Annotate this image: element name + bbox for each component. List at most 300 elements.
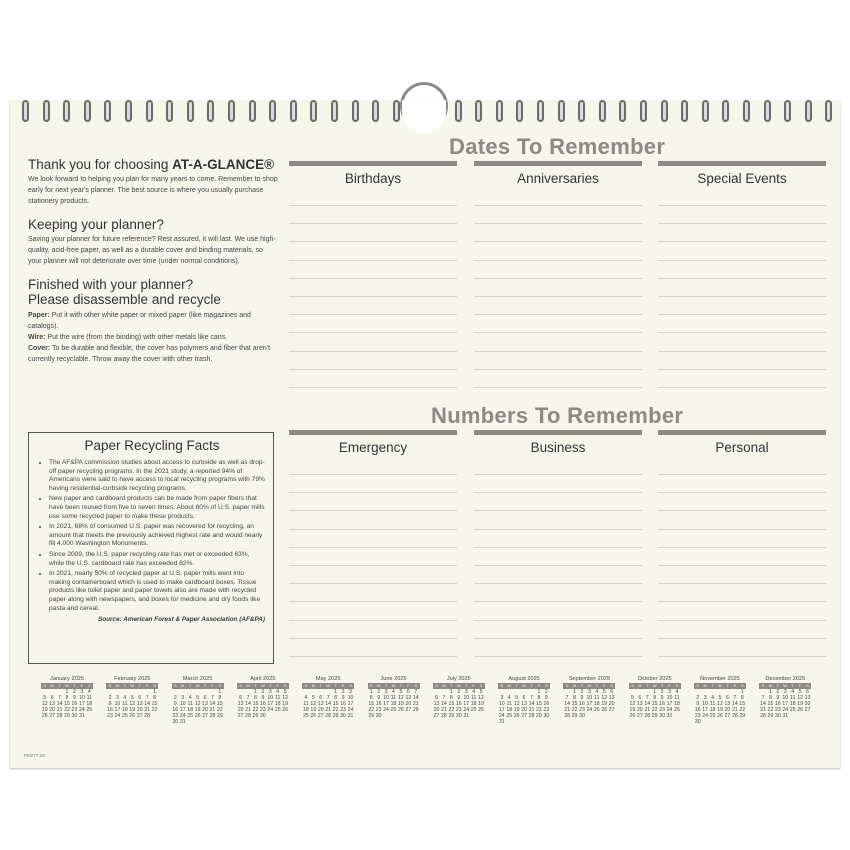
- mini-calendar-title: November 2025: [700, 676, 740, 682]
- day-number: 19: [513, 707, 520, 713]
- day-number: 18: [274, 701, 281, 707]
- day-number: 2: [377, 689, 381, 695]
- day-number: 26: [601, 707, 608, 713]
- day-number: 9: [544, 695, 548, 701]
- day-number: 12: [601, 695, 608, 701]
- day-number: 2: [544, 689, 548, 695]
- day-number: 9: [108, 701, 112, 707]
- weekday-letter: S: [414, 683, 418, 688]
- weekday-letter: T: [188, 683, 192, 688]
- weekday-letter: M: [50, 683, 54, 688]
- day-number: 29: [64, 713, 70, 719]
- day-number: 14: [731, 701, 738, 707]
- weekday-letter: F: [341, 683, 345, 688]
- weekday-letter: F: [603, 683, 606, 688]
- day-number: 2: [72, 689, 76, 695]
- spiral-binding: [22, 100, 832, 128]
- weekday-letter: F: [798, 683, 802, 688]
- writing-line: [289, 656, 457, 657]
- day-number: 15: [767, 701, 774, 707]
- day-number: 24: [586, 707, 593, 713]
- column-bar: [658, 430, 826, 435]
- day-number: 17: [666, 701, 673, 707]
- day-number: 23: [774, 707, 781, 713]
- day-number: 13: [317, 701, 324, 707]
- day-number: 12: [194, 701, 201, 707]
- day-number: 29: [368, 713, 375, 719]
- spiral-coil: [125, 100, 132, 122]
- day-number: 9: [776, 695, 780, 701]
- writing-line: [289, 369, 457, 370]
- day-number: 27: [317, 713, 324, 719]
- weekday-letter: T: [203, 683, 207, 688]
- day-number: 15: [739, 701, 746, 707]
- weekday-letter: S: [369, 683, 373, 688]
- day-number: 9: [173, 701, 177, 707]
- spiral-coil: [516, 100, 523, 122]
- day-number: 23: [579, 707, 585, 713]
- day-number: 18: [593, 701, 600, 707]
- day-number: 20: [237, 707, 244, 713]
- writing-line: [474, 492, 642, 493]
- day-grid: [237, 689, 289, 719]
- writing-line: [289, 529, 457, 530]
- day-number: 14: [325, 701, 332, 707]
- fact-item: • In 2021, 68% of consumed U.S. paper was recovered for recycling, an amount that meets the previously achieved highest rate and would nearly fill 4,000 Washington Monuments.: [49, 523, 265, 549]
- day-number: 6: [50, 695, 54, 701]
- day-number: 29: [571, 713, 578, 719]
- facts-source: Source: American Forest & Paper Association (AF&PA): [97, 616, 265, 624]
- day-number: 5: [798, 689, 802, 695]
- day-number: 1: [65, 689, 69, 695]
- day-number: 1: [653, 689, 657, 695]
- weekday-letter: F: [80, 683, 84, 688]
- day-number: 2: [261, 689, 265, 695]
- spiral-coil: [805, 100, 812, 122]
- day-number: 7: [530, 695, 533, 701]
- writing-line: [474, 510, 642, 511]
- day-number: 24: [114, 713, 121, 719]
- day-number: 3: [587, 689, 591, 695]
- day-number: 11: [506, 701, 512, 707]
- weekday-letter: W: [195, 683, 200, 688]
- writing-line: [474, 583, 642, 584]
- day-number: 28: [564, 713, 570, 719]
- day-number: 6: [406, 689, 410, 695]
- writing-line: [474, 351, 642, 352]
- spiral-coil: [290, 100, 297, 122]
- day-number: 3: [668, 689, 671, 695]
- writing-line: [474, 278, 642, 279]
- day-number: 10: [114, 701, 121, 707]
- day-number: 6: [319, 695, 323, 701]
- day-number: 29: [739, 713, 746, 719]
- writing-line: [474, 656, 642, 657]
- day-number: 18: [390, 701, 397, 707]
- day-number: 1: [768, 689, 772, 695]
- numbers-title: Numbers To Remember: [431, 403, 684, 428]
- day-number: 10: [586, 695, 593, 701]
- day-number: 10: [666, 695, 673, 701]
- day-number: 10: [383, 695, 389, 701]
- day-number: 31: [463, 713, 470, 719]
- day-number: 12: [310, 701, 317, 707]
- day-number: 1: [537, 689, 541, 695]
- day-number: 1: [218, 689, 222, 695]
- day-number: 21: [644, 707, 651, 713]
- day-number: 30: [71, 713, 78, 719]
- spiral-coil: [104, 100, 111, 122]
- day-number: 12: [629, 701, 636, 707]
- day-number: 23: [340, 707, 346, 713]
- day-number: 29: [651, 713, 658, 719]
- spiral-coil: [393, 100, 400, 122]
- mini-calendar-title: January 2025: [50, 676, 84, 682]
- writing-line: [658, 492, 826, 493]
- writing-line: [658, 474, 826, 475]
- day-number: 23: [375, 707, 382, 713]
- day-number: 8: [449, 695, 453, 701]
- day-number: 16: [107, 707, 113, 713]
- writing-line: [289, 332, 457, 333]
- day-number: 7: [211, 695, 214, 701]
- weekday-letter: T: [138, 683, 141, 688]
- writing-line: [658, 529, 826, 530]
- day-number: 7: [442, 695, 446, 701]
- weekday-letter: S: [479, 683, 483, 688]
- day-number: 11: [275, 695, 281, 701]
- writing-line: [474, 296, 642, 297]
- fact-item: • The AF&PA commission studies about access to curbside as well as drop-off paper recycling programs. In the 2021 study, a reported 94% of Americans were said to have access to local recycling programs with 79% having residential-curbside recycling programs.: [49, 459, 265, 493]
- day-number: 3: [703, 695, 707, 701]
- weekday-letter: S: [218, 683, 222, 688]
- day-number: 15: [571, 701, 578, 707]
- weekday-letter: T: [319, 683, 322, 688]
- day-number: 29: [536, 713, 542, 719]
- day-number: 21: [209, 707, 216, 713]
- day-number: 14: [564, 701, 570, 707]
- day-grid: [694, 689, 746, 725]
- spiral-coil: [784, 100, 791, 122]
- day-number: 24: [383, 707, 389, 713]
- day-number: 11: [790, 695, 796, 701]
- day-number: 3: [384, 689, 388, 695]
- day-number: 2: [580, 689, 584, 695]
- day-number: 24: [267, 707, 274, 713]
- keep-heading: Keeping your planner?: [28, 217, 164, 232]
- writing-line: [289, 223, 457, 224]
- day-number: 8: [153, 695, 157, 701]
- day-number: 7: [761, 695, 765, 701]
- day-number: 16: [455, 701, 462, 707]
- day-number: 6: [138, 695, 142, 701]
- mini-calendar-title: September 2025: [568, 676, 611, 682]
- day-number: 5: [196, 695, 200, 701]
- weekday-letter: M: [638, 683, 642, 688]
- writing-line: [658, 547, 826, 548]
- mini-calendar-title: December 2025: [765, 676, 806, 682]
- spiral-coil: [187, 100, 194, 122]
- day-number: 16: [579, 701, 585, 707]
- writing-line: [658, 565, 826, 566]
- day-number: 16: [375, 701, 382, 707]
- day-number: 13: [804, 695, 811, 701]
- weekday-letter: T: [580, 683, 584, 688]
- day-number: 9: [457, 695, 461, 701]
- writing-line: [289, 583, 457, 584]
- day-number: 19: [797, 701, 804, 707]
- weekday-letter: F: [472, 683, 475, 688]
- day-number: 22: [739, 707, 746, 713]
- day-number: 21: [528, 707, 535, 713]
- weekday-letter: M: [768, 683, 773, 688]
- day-number: 26: [478, 707, 484, 713]
- day-number: 6: [522, 695, 526, 701]
- spiral-coil: [537, 100, 544, 122]
- day-grid: [563, 689, 615, 719]
- day-number: 27: [608, 707, 615, 713]
- writing-line: [474, 314, 642, 315]
- day-grid: [498, 689, 550, 725]
- weekday-letter: S: [675, 683, 679, 688]
- fact-item: • In 2021, nearly 50% of recycled paper at U.S. paper mills went into making containerboard which is used to make cardboard boxes. Tissue products like toilet paper and paper towels also are made with recycled paper along with newspapers, and boxes for medicine and dry foods like pasta and cereal.: [49, 570, 265, 613]
- day-number: 14: [209, 701, 216, 707]
- day-number: 12: [282, 695, 289, 701]
- day-number: 12: [478, 695, 484, 701]
- day-number: 20: [317, 707, 324, 713]
- weekday-letter: S: [761, 683, 765, 688]
- writing-line: [289, 510, 457, 511]
- column-bar: [658, 161, 826, 166]
- weekday-letter: T: [464, 683, 468, 688]
- day-number: 9: [72, 695, 76, 701]
- weekday-letter: F: [537, 683, 541, 688]
- day-number: 13: [202, 701, 208, 707]
- writing-line: [289, 638, 457, 639]
- day-number: 13: [433, 701, 440, 707]
- writing-line: [658, 351, 826, 352]
- weekday-letter: S: [500, 683, 504, 688]
- day-number: 8: [768, 695, 772, 701]
- day-number: 13: [405, 695, 412, 701]
- day-number: 28: [760, 713, 766, 719]
- day-number: 17: [347, 701, 354, 707]
- spiral-coil: [681, 100, 688, 122]
- day-number: 21: [325, 707, 332, 713]
- weekday-letter: M: [703, 683, 707, 688]
- day-number: 22: [332, 707, 339, 713]
- day-number: 30: [259, 713, 266, 719]
- paper-label: Paper:: [28, 312, 50, 319]
- weekday-letter: T: [334, 683, 337, 688]
- mini-calendar: [41, 676, 93, 719]
- special-events-column: [658, 161, 826, 393]
- writing-line: [289, 351, 457, 352]
- weekday-letter: F: [211, 683, 214, 688]
- day-number: 25: [674, 707, 680, 713]
- writing-line: [658, 656, 826, 657]
- day-number: 19: [129, 707, 136, 713]
- spiral-coil: [43, 100, 50, 122]
- mini-calendar: [563, 676, 615, 719]
- day-number: 23: [659, 707, 665, 713]
- day-number: 26: [513, 713, 520, 719]
- spiral-coil: [619, 100, 626, 122]
- day-number: 28: [209, 713, 216, 719]
- writing-line: [658, 638, 826, 639]
- weekday-letter: M: [376, 683, 381, 688]
- day-number: 4: [791, 689, 795, 695]
- day-number: 17: [586, 701, 593, 707]
- weekday-letter: M: [442, 683, 446, 688]
- mini-calendar-title: March 2025: [182, 676, 213, 682]
- day-number: 5: [630, 695, 634, 701]
- day-number: 6: [806, 689, 810, 695]
- weekday-letter: S: [565, 683, 569, 688]
- day-number: 26: [194, 713, 201, 719]
- day-number: 25: [121, 713, 128, 719]
- day-grid: [302, 689, 354, 719]
- day-number: 12: [398, 695, 404, 701]
- day-number: 31: [179, 719, 186, 725]
- day-number: 2: [776, 689, 780, 695]
- weekday-letter: F: [145, 683, 149, 688]
- cover-text: To be durable and flexible, the cover has polymers and fiber that aren't currently recyclable. Throw away the cover with other trash.: [28, 345, 271, 363]
- mini-calendar-title: August 2025: [508, 676, 540, 682]
- weekday-letter: T: [660, 683, 664, 688]
- day-number: 28: [412, 707, 419, 713]
- day-grid: [629, 689, 681, 719]
- writing-line: [658, 510, 826, 511]
- spiral-coil: [166, 100, 173, 122]
- spiral-coil: [63, 100, 70, 122]
- day-number: 4: [188, 695, 192, 701]
- day-number: 10: [702, 701, 709, 707]
- day-number: 12: [41, 701, 48, 707]
- day-number: 15: [448, 701, 455, 707]
- day-number: 14: [56, 701, 63, 707]
- writing-line: [474, 205, 642, 206]
- day-number: 7: [565, 695, 569, 701]
- spiral-coil: [331, 100, 338, 122]
- day-number: 6: [435, 695, 438, 701]
- weekday-letter: F: [276, 683, 279, 688]
- day-number: 23: [694, 713, 701, 719]
- day-number: 18: [709, 707, 716, 713]
- day-number: 16: [774, 701, 781, 707]
- facts-title: Paper Recycling Facts: [84, 438, 220, 453]
- spiral-coil: [599, 100, 606, 122]
- day-number: 27: [136, 713, 143, 719]
- mini-calendar-title: May 2025: [315, 676, 341, 682]
- day-number: 7: [58, 695, 61, 701]
- day-number: 4: [123, 695, 127, 701]
- day-number: 20: [724, 707, 731, 713]
- day-number: 26: [797, 707, 804, 713]
- day-number: 4: [276, 689, 280, 695]
- day-number: 9: [580, 695, 584, 701]
- thank-heading: [28, 157, 278, 172]
- day-number: 1: [153, 689, 157, 695]
- day-number: 30: [375, 713, 382, 719]
- weekday-letter: T: [776, 683, 780, 688]
- weekday-letter: S: [740, 683, 744, 688]
- day-number: 7: [326, 695, 330, 701]
- day-number: 26: [629, 713, 636, 719]
- writing-line: [289, 565, 457, 566]
- day-number: 25: [86, 707, 93, 713]
- writing-line: [474, 565, 642, 566]
- spiral-coil: [207, 100, 214, 122]
- day-number: 30: [543, 713, 550, 719]
- day-number: 28: [325, 713, 332, 719]
- day-number: 23: [71, 707, 78, 713]
- day-grid: [759, 689, 811, 719]
- day-number: 18: [674, 701, 680, 707]
- day-number: 8: [334, 695, 338, 701]
- spiral-coil: [825, 100, 832, 122]
- mini-calendar: [368, 676, 420, 719]
- weekday-letter: S: [153, 683, 156, 688]
- day-number: 28: [528, 713, 535, 719]
- day-number: 26: [41, 713, 48, 719]
- day-number: 19: [41, 707, 48, 713]
- day-number: 25: [789, 707, 796, 713]
- day-number: 16: [659, 701, 665, 707]
- day-number: 15: [64, 701, 70, 707]
- day-number: 9: [696, 701, 700, 707]
- day-number: 13: [608, 695, 615, 701]
- day-number: 7: [733, 695, 737, 701]
- day-number: 15: [216, 701, 223, 707]
- day-number: 10: [78, 695, 85, 701]
- day-number: 19: [478, 701, 484, 707]
- spiral-coil: [269, 100, 276, 122]
- day-number: 1: [449, 689, 453, 695]
- day-number: 21: [760, 707, 766, 713]
- weekday-letter: T: [399, 683, 403, 688]
- writing-line: [474, 223, 642, 224]
- day-number: 5: [43, 695, 47, 701]
- writing-line: [289, 205, 457, 206]
- dates-title: Dates To Remember: [449, 134, 666, 159]
- writing-line: [474, 369, 642, 370]
- day-number: 23: [543, 707, 550, 713]
- birthdays-column: [289, 161, 457, 393]
- weekday-letter: F: [668, 683, 671, 688]
- day-number: 27: [202, 713, 208, 719]
- day-number: 27: [405, 707, 412, 713]
- day-number: 3: [80, 689, 84, 695]
- day-number: 16: [71, 701, 78, 707]
- day-number: 7: [246, 695, 250, 701]
- day-number: 6: [203, 695, 207, 701]
- day-number: 10: [498, 701, 505, 707]
- day-number: 1: [254, 689, 257, 695]
- weekday-letter: T: [58, 683, 61, 688]
- day-number: 18: [86, 701, 93, 707]
- day-number: 25: [470, 707, 477, 713]
- writing-line: [658, 223, 826, 224]
- writing-line: [474, 620, 642, 621]
- day-number: 22: [216, 707, 223, 713]
- day-number: 3: [115, 695, 119, 701]
- day-number: 20: [608, 701, 615, 707]
- day-number: 14: [644, 701, 651, 707]
- day-number: 27: [636, 713, 643, 719]
- day-number: 15: [332, 701, 339, 707]
- day-number: 14: [245, 701, 251, 707]
